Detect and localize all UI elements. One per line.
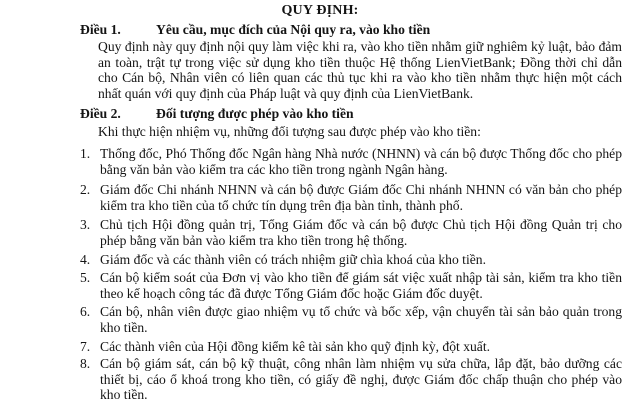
list-item-number: 8. [80,356,91,371]
list-item-text: Thống đốc, Phó Thống đốc Ngân hàng Nhà nước (NHNN) và cán bộ được Thống đốc cho phép bằng văn bản vào kiểm tra các kho tiền trong ngành Ngân hàng. [100,146,622,177]
section-2-title: Đối tượng được phép vào kho tiền [156,106,354,121]
list-item-text: Cán bộ giám sát, cán bộ kỹ thuật, công nhân làm nhiệm vụ sửa chữa, lắp đặt, bảo dưỡng các thiết bị, cáo ổ khoá trong kho tiền, có giấy đề nghị, được Giám đốc chấp thuận cho phép vào kho tiền. [100,356,622,403]
section-1-title: Yêu cầu, mục đích của Nội quy ra, vào kho tiền [156,22,431,37]
list-item-number: 1. [80,146,91,161]
list-item-text: Chủ tịch Hội đồng quản trị, Tổng Giám đốc và cán bộ được Chủ tịch Hội đồng Quản trị cho phép bằng văn bản vào kiểm tra kho tiền trong hệ thống. [100,217,622,248]
list-item-number: 5. [80,270,91,285]
list-item-number: 7. [80,339,91,354]
list-item-number: 3. [80,217,91,232]
section-1-number: Điều 1. [80,22,121,37]
list-item-text: Cán bộ, nhân viên được giao nhiệm vụ tổ chức và bốc xếp, vận chuyển tài sản bảo quản trong kho tiền. [100,304,622,335]
section-2-number: Điều 2. [80,106,121,121]
list-item-number: 6. [80,304,91,319]
section-1-heading [80,22,430,38]
list-item-number: 2. [80,182,91,197]
list-item-number: 4. [80,252,91,267]
section-2-heading [80,106,354,122]
list-item-text: Giám đốc và các thành viên có trách nhiệm giữ chìa khoá của kho tiền. [100,252,486,267]
section-2-intro: Khi thực hiện nhiệm vụ, những đối tượng sau được phép vào kho tiền: [98,124,481,139]
document-title: QUY ĐỊNH: [281,3,359,18]
list-item-text: Các thành viên của Hội đồng kiểm kê tài sản kho quỹ định kỳ, đột xuất. [100,339,490,354]
list-item-text: Giám đốc Chi nhánh NHNN và cán bộ được Giám đốc Chi nhánh NHNN có văn bản cho phép kiểm tra kho tiền của tổ chức tín dụng trên địa bàn tỉnh, thành phố. [100,182,622,213]
list-item-text: Cán bộ kiểm soát của Đơn vị vào kho tiền để giám sát việc xuất nhập tài sản, kiểm tra kho tiền theo kế hoạch công tác đã được Tổng Giám đốc hoặc Giám đốc duyệt. [100,270,622,301]
section-1-body: Quy định này quy định nội quy làm việc khi ra, vào kho tiền nhằm giữ nghiêm kỷ luật, bảo đảm an toàn, trật tự trong việc sử dụng kho tiền thuộc Hệ thống LienVietBank; Đồng thời chỉ dẫn cho Cán bộ, Nhân viên có liên quan các thủ tục khi ra vào kho tiền nhằm thực hiện một cách nhất quán với quy định của Pháp luật và quy định của LienVietBank. [98,39,622,101]
